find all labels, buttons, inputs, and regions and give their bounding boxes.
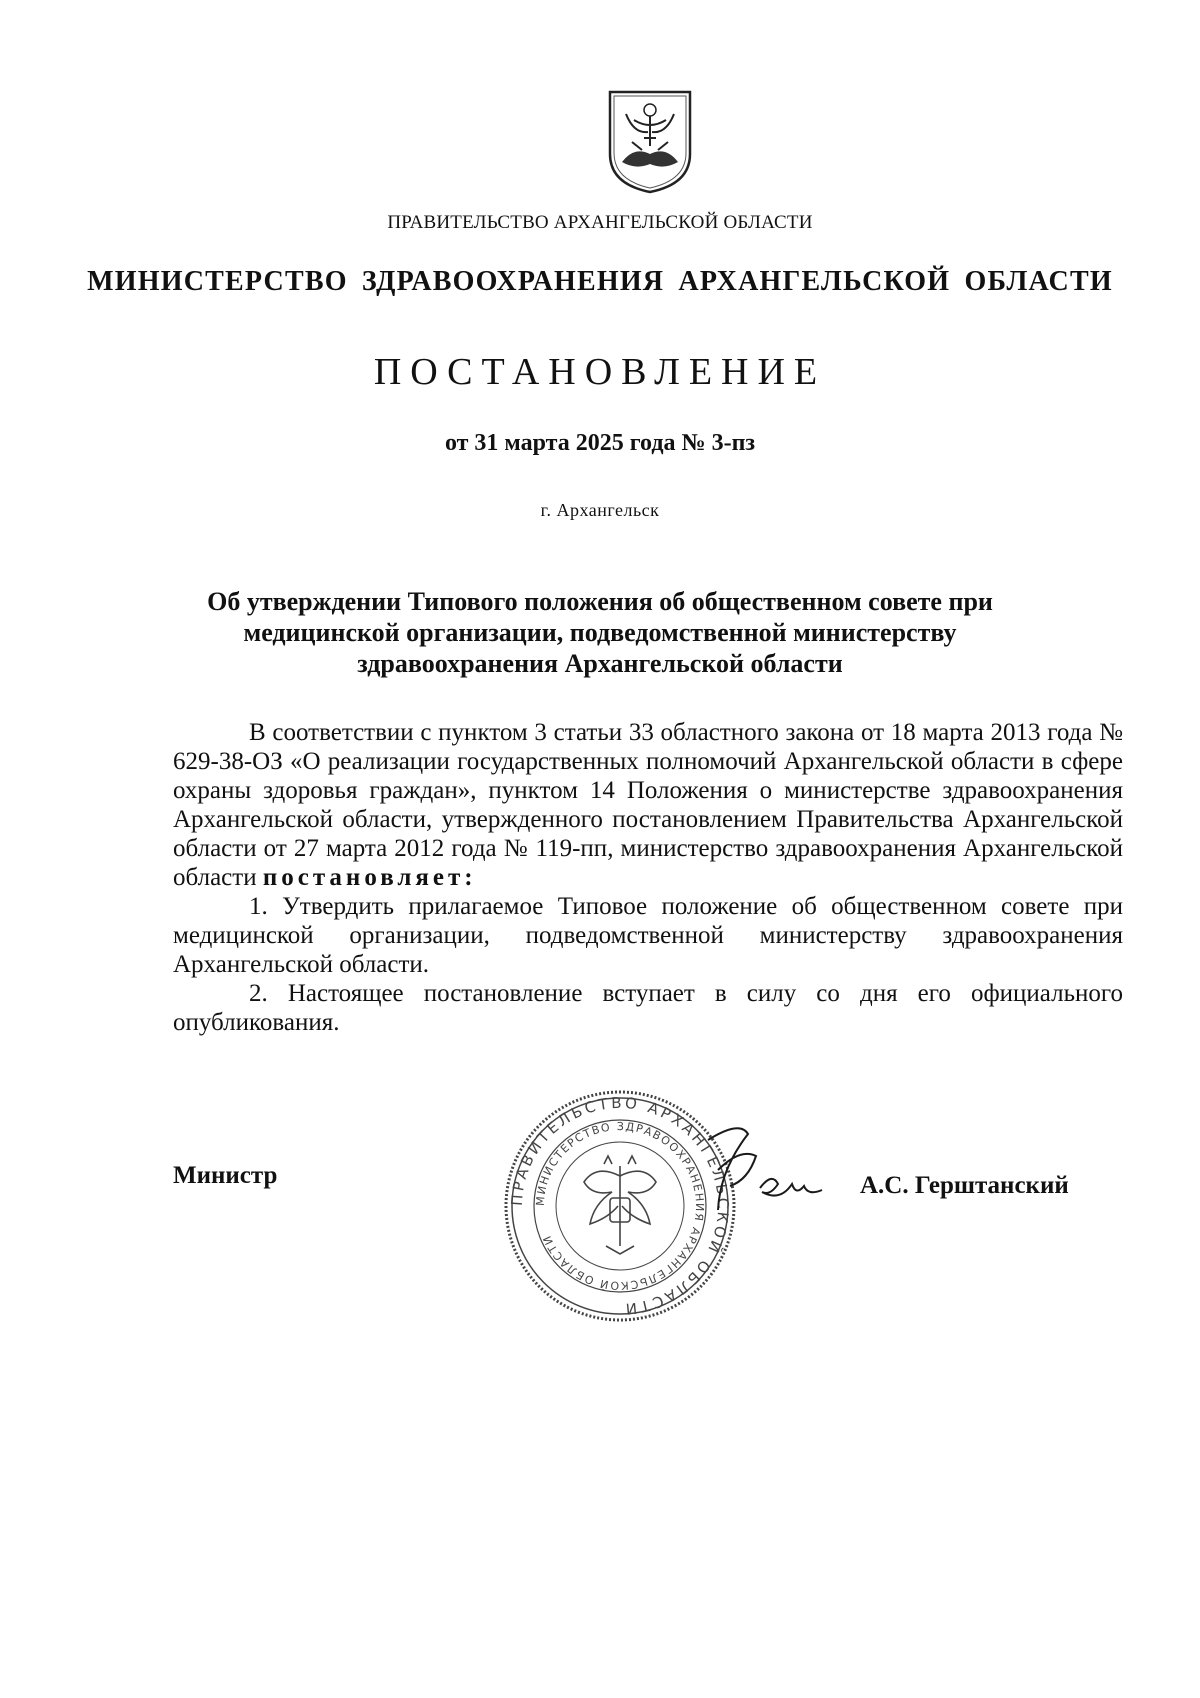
stamp-outer-text: ПРАВИТЕЛЬСТВО АРХАНГЕЛЬСКОЙ ОБЛАСТИ — [507, 1093, 733, 1319]
document-city: г. Архангельск — [540, 500, 660, 520]
document-body — [173, 718, 1123, 1037]
document-type: ПОСТАНОВЛЕНИЕ — [373, 351, 827, 393]
document-date-number: от 31 марта 2025 года № 3-пз — [444, 430, 756, 456]
resolves-word: постановляет: — [262, 864, 477, 891]
stamp-inner-text: МИНИСТЕРСТВО ЗДРАВООХРАНЕНИЯ АРХАНГЕЛЬСКОЙ ОБЛАСТИ — [533, 1119, 707, 1293]
paragraph-preamble — [173, 718, 1123, 892]
signatory-position: Министр — [173, 1162, 278, 1189]
signature-icon — [700, 1110, 830, 1230]
paragraph-item-1: 1. Утвердить прилагаемое Типовое положение об общественном совете при медицинской организации, подведомственной министерству здравоохранения Архангельской области. — [173, 893, 1123, 978]
signatory-name: А.С. Герштанский — [860, 1172, 1069, 1199]
document-title: Об утверждении Типового положения об общественном совете при медицинской организации, подведомственной министерству здравоохранения Архангельской области — [207, 587, 993, 678]
ministry-header: МИНИСТЕРСТВО ЗДРАВООХРАНЕНИЯ АРХАНГЕЛЬСКОЙ ОБЛАСТИ — [87, 266, 1113, 297]
government-header: ПРАВИТЕЛЬСТВО АРХАНГЕЛЬСКОЙ ОБЛАСТИ — [387, 212, 813, 233]
preamble-text: В соответствии с пунктом 3 статьи 33 областного закона от 18 марта 2013 года № 629-38-ОЗ «О реализации государственных полномочий Архангельской области в сфере охраны здоровья граждан», пунктом 14 Положения о министерстве здравоохранения Архангельской области, утвержденного постановлением Правительства Архангельской области от 27 марта 2012 года № 119-пп, министерство здравоохранения Архангельской области — [173, 719, 1123, 891]
coat-of-arms-icon — [604, 84, 696, 196]
paragraph-item-2: 2. Настоящее постановление вступает в силу со дня его официального опубликования. — [173, 980, 1123, 1036]
